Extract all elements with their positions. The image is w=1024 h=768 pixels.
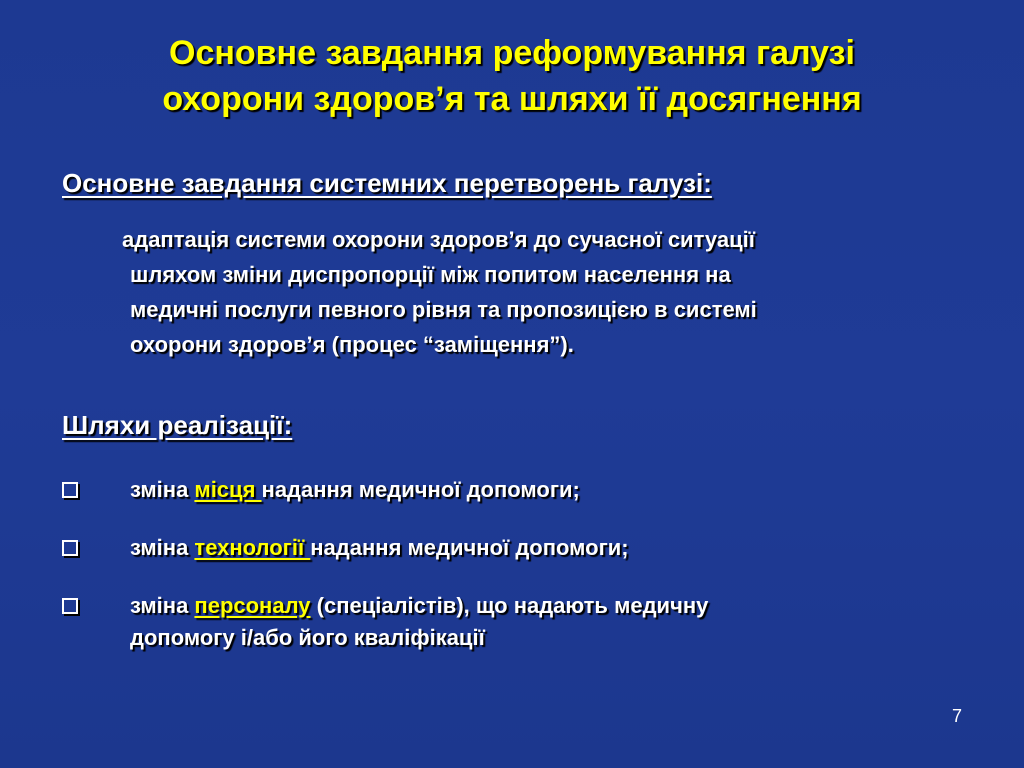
bullet-text [130,590,930,654]
page-number: 7 [951,706,962,726]
title-line-1: Основне завдання реформування галузі [169,34,855,72]
bullet-text-line-1: зміна персоналу (спеціалістів), що надають медичну [130,593,709,618]
bullet-keyword: технології [194,535,311,560]
section-heading-ways: Шляхи реалізації: [62,410,293,440]
paragraph-line-3: медичні послуги певного рівня та пропозицією в системі [130,297,757,322]
section-heading-main-task: Основне завдання системних перетворень галузі: [62,168,712,198]
bullet-text: зміна технології надання медичної допомоги; [130,535,629,560]
paragraph-line-2: шляхом зміни диспропорції між попитом населення на [130,262,731,287]
title-line-2: охорони здоров’я та шляхи її досягнення [162,80,862,118]
bullet-keyword: персоналу [194,593,311,618]
hollow-square-bullet-icon [62,482,78,498]
hollow-square-bullet-icon [62,540,78,556]
bullet-text-line-2: допомогу і/або його кваліфікації [130,625,485,650]
paragraph-line-1: адаптація системи охорони здоров’я до сучасної ситуації [122,227,755,252]
paragraph-line-4: охорони здоров’я (процес “заміщення”). [130,332,574,357]
bullet-keyword: місця [194,477,262,502]
hollow-square-bullet-icon [62,598,78,614]
bullet-text: зміна місця надання медичної допомоги; [130,477,580,502]
main-task-paragraph [122,222,970,362]
slide-title [40,30,984,122]
